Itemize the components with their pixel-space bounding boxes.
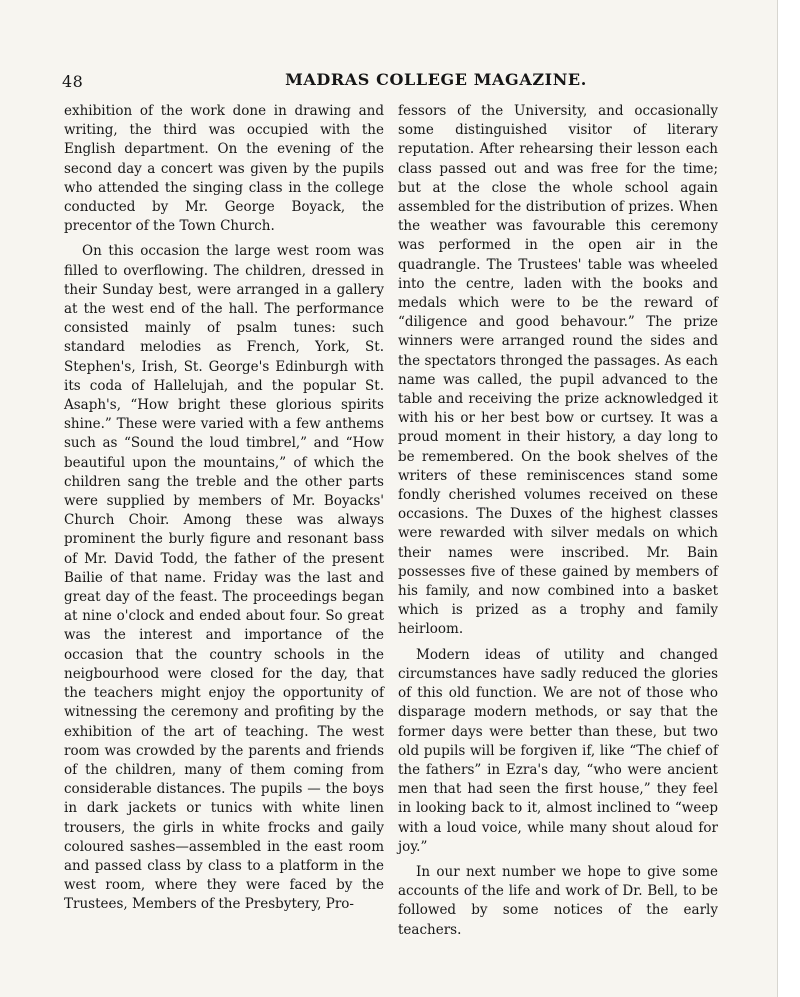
paragraph: fessors of the University, and occasionally some distinguished visitor of literary reputation. After rehearsing their lesson each class passed out and was free for the time; but at the close the whole school again assembled for the distribution of prizes. When the weather was favourable this ceremony was performed in the open air in the quadrangle. The Trustees' table was wheeled into the centre, laden with the books and medals which were to be the reward of “diligence and good behavour.” The prize winners were arranged round the sides and the spectators thronged the passages. As each name was called, the pupil advanced to the table and receiving the prize acknowledged it with his or her best bow or curtsey. It was a proud moment in their history, a day long to be remembered. On the book shelves of the writers of these reminiscences stand some fondly cherished volumes received on these occasions. The Duxes of the highest classes were rewarded with silver medals on which their names were inscribed. Mr. Bain possesses five of these gained by members of his family, and now combined into a basket which is prized as a trophy and family heirloom. [398,103,718,638]
paragraph: In our next number we hope to give some accounts of the life and work of Dr. Bell, to be followed by some notices of the early teachers. [398,863,718,938]
paragraph: On this occasion the large west room was filled to overflowing. The children, dressed in their Sunday best, were arranged in a gallery at the west end of the hall. The performance consisted mainly of psalm tunes: such standard melodies as French, York, St. Stephen's, Irish, St. George's Edinburgh with its coda of Hallelujah, and the popular St. Asaph's, “How bright these glorious spirits shine.” These were varied with a few anthems such as “Sound the loud timbrel,” and “How beautiful upon the mountains,” of which the children sang the treble and the other parts were supplied by members of Mr. Boyacks' Church Choir. Among these was always prominent the burly figure and resonant bass of Mr. David Todd, the father of the present Bailie of that name. Friday was the last and great day of the feast. The proceedings began at nine o'clock and ended about four. So great was the interest and importance of the occasion that the country schools in the neigbourhood were closed for the day, that the teachers might enjoy the opportunity of witnessing the ceremony and profiting by the exhibition of the art of teaching. The west room was crowded by the parents and friends of the children, many of them coming from considerable distances. The pupils — the boys in dark jackets or tunics with white linen trousers, the girls in white frocks and gaily coloured sashes—assembled in the east room and passed class by class to a platform in the west room, where they were faced by the Trustees, Members of the Presbytery, Pro- [64,243,384,913]
paragraph: exhibition of the work done in drawing and writing, the third was occupied with the English department. On the evening of the second day a concert was given by the pupils who attended the singing class in the college conducted by Mr. George Boyack, the precentor of the Town Church. [64,103,384,235]
right-column [398,102,718,940]
paragraph: Modern ideas of utility and changed circumstances have sadly reduced the glories of this old function. We are not of those who disparage modern methods, or say that the former days were better than these, but two old pupils will be forgiven if, like “The chief of the fathers” in Ezra's day, “who were ancient men that had seen the first house,” they feel in looking back to it, almost inclined to “weep with a loud voice, while many shout aloud for joy.” [398,646,718,855]
page-edge [777,0,800,997]
left-column [64,102,384,915]
running-title: MADRAS COLLEGE MAGAZINE. [285,70,587,89]
page-number: 48 [62,72,84,91]
page-header [62,70,722,94]
